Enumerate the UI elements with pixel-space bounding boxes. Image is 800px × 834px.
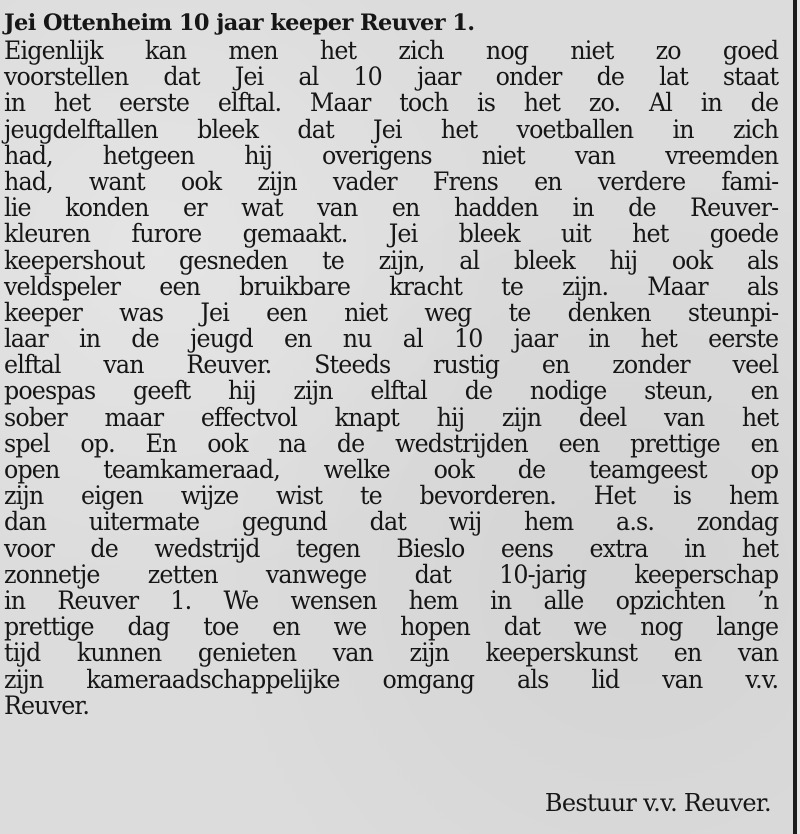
article-line: tijd kunnen genieten van zijn keeperskunst en van (4, 638, 779, 668)
article-line: lie konden er wat van en hadden in de Reuver- (4, 193, 779, 223)
article-signature: Bestuur v.v. Reuver. (544, 789, 771, 817)
article-line: had, hetgeen hij overigens niet van vreemden (4, 140, 779, 170)
article-line: jeugdelftallen bleek dat Jei het voetballen in zich (4, 114, 779, 144)
article-line: in Reuver 1. We wensen hem in alle opzichten ’n (4, 585, 779, 615)
article-line: kleuren furore gemaakt. Jei bleek uit het goede (4, 219, 779, 249)
article-line: veldspeler een bruikbare kracht te zijn. Maar als (4, 271, 779, 301)
article-line: poespas geeft hij zijn elftal de nodige steun, en (4, 376, 779, 406)
article-line: voor de wedstrijd tegen Bieslo eens extra in het (4, 533, 779, 563)
article-line: zijn kameraadschappelijke omgang als lid van v.v. (4, 664, 779, 694)
article-line: Reuver. (4, 690, 90, 720)
article-line: sober maar effectvol knapt hij zijn deel van het (4, 402, 779, 432)
article-line: elftal van Reuver. Steeds rustig en zonder veel (4, 350, 779, 380)
article-line: keeper was Jei een niet weg te denken steunpi- (4, 297, 779, 327)
article-line: dan uitermate gegund dat wij hem a.s. zondag (4, 507, 779, 537)
article-line: spel op. En ook na de wedstrijden een prettige en (4, 428, 779, 458)
article-line: in het eerste elftal. Maar toch is het zo. Al in de (4, 88, 779, 118)
article-line: laar in de jeugd en nu al 10 jaar in het eerste (4, 324, 779, 354)
article-line: Eigenlijk kan men het zich nog niet zo goed (4, 36, 779, 65)
article-headline: Jei Ottenheim 10 jaar keeper Reuver 1. (4, 10, 475, 36)
article-line: had, want ook zijn vader Frens en verdere fami- (4, 166, 779, 196)
article-line: keepershout gesneden te zijn, al bleek hij ook als (4, 245, 779, 275)
article-line: zonnetje zetten vanwege dat 10-jarig keeperschap (4, 559, 779, 589)
article-line: prettige dag toe en we hopen dat we nog lange (4, 612, 779, 642)
article-body (4, 38, 778, 719)
article-line: open teamkameraad, welke ook de teamgeest op (4, 455, 779, 484)
article-line: voorstellen dat Jei al 10 jaar onder de lat staat (4, 62, 779, 92)
article-line: zijn eigen wijze wist te bevorderen. Het is hem (4, 481, 779, 511)
